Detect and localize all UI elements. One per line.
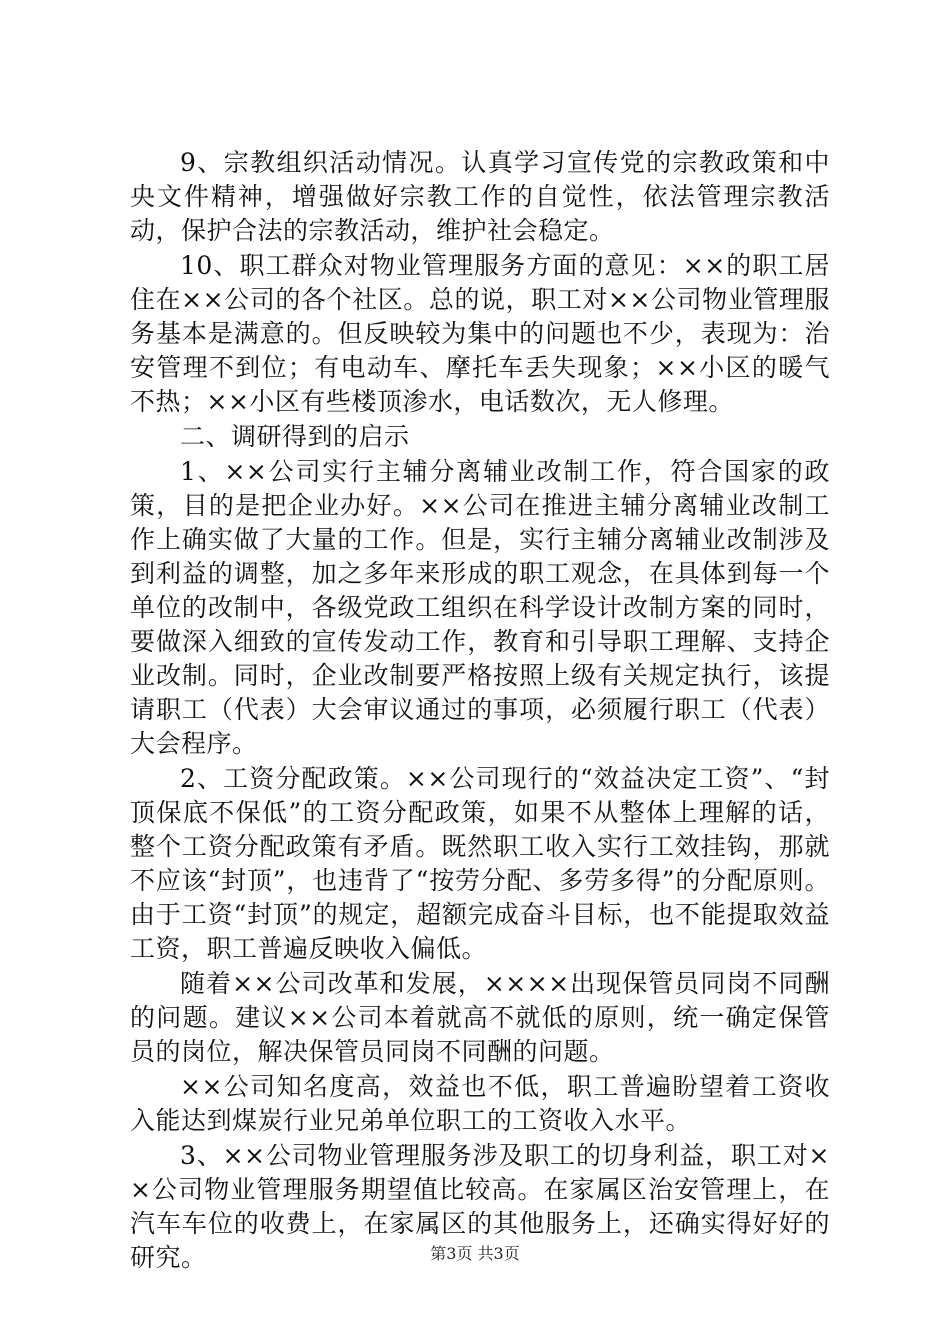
paragraph-wage-policy: 2、工资分配政策。××公司现行的“效益决定工资”、“封顶保底不保低”的工资分配政策，如果不从整体上理解的话，整个工资分配政策有矛盾。既然职工收入实行工效挂钩，那就不应该“封顶”，也违背了“按劳分配、多劳多得”的分配原则。由于工资“封顶”的规定，超额完成奋斗目标，也不能提取效益工资，职工普遍反映收入偏低。	[130, 764, 830, 963]
paragraph-restructuring: 1、××公司实行主辅分离辅业改制工作，符合国家的政策，目的是把企业办好。××公司在推进主辅分离辅业改制工作上确实做了大量的工作。但是，实行主辅分离辅业改制涉及到利益的调整，加之多年来形成的职工观念，在具体到每一个单位的改制中，各级党政工组织在科学设计改制方案的同时，要做深入细致的宣传发动工作，教育和引导职工理解、支持企业改制。同时，企业改制要严格按照上级有关规定执行，该提请职工（代表）大会审议通过的事项，必须履行职工（代表）大会程序。	[130, 457, 830, 758]
paragraph-custodian-pay: 随着××公司改革和发展，××××出现保管员同岗不同酬的问题。建议××公司本着就高不就低的原则，统一确定保管员的岗位，解决保管员同岗不同酬的问题。	[130, 969, 830, 1066]
document-body	[130, 146, 830, 1275]
paragraph-property-services: 3、××公司物业管理服务涉及职工的切身利益，职工对××公司物业管理服务期望值比较高。在家属区治安管理上，在汽车车位的收费上，在家属区的其他服务上，还确实得好好的研究。	[130, 1141, 830, 1272]
page-number-footer: 第3页 共3页	[430, 1244, 520, 1263]
section-heading-insights: 二、调研得到的启示	[180, 422, 410, 451]
paragraph-income-expectation: ××公司知名度高，效益也不低，职工普遍盼望着工资收入能达到煤炭行业兄弟单位职工的工资收入水平。	[130, 1072, 830, 1135]
paragraph-religious-activities: 9、宗教组织活动情况。认真学习宣传党的宗教政策和中央文件精神，增强做好宗教工作的自觉性，依法管理宗教活动，保护合法的宗教活动，维护社会稳定。	[130, 148, 830, 245]
paragraph-property-management-opinions: 10、职工群众对物业管理服务方面的意见：××的职工居住在××公司的各个社区。总的说，职工对××公司物业管理服务基本是满意的。但反映较为集中的问题也不少，表现为：治安管理不到位；有电动车、摩托车丢失现象；××小区的暖气不热；××小区有些楼顶渗水，电话数次，无人修理。	[130, 251, 830, 416]
